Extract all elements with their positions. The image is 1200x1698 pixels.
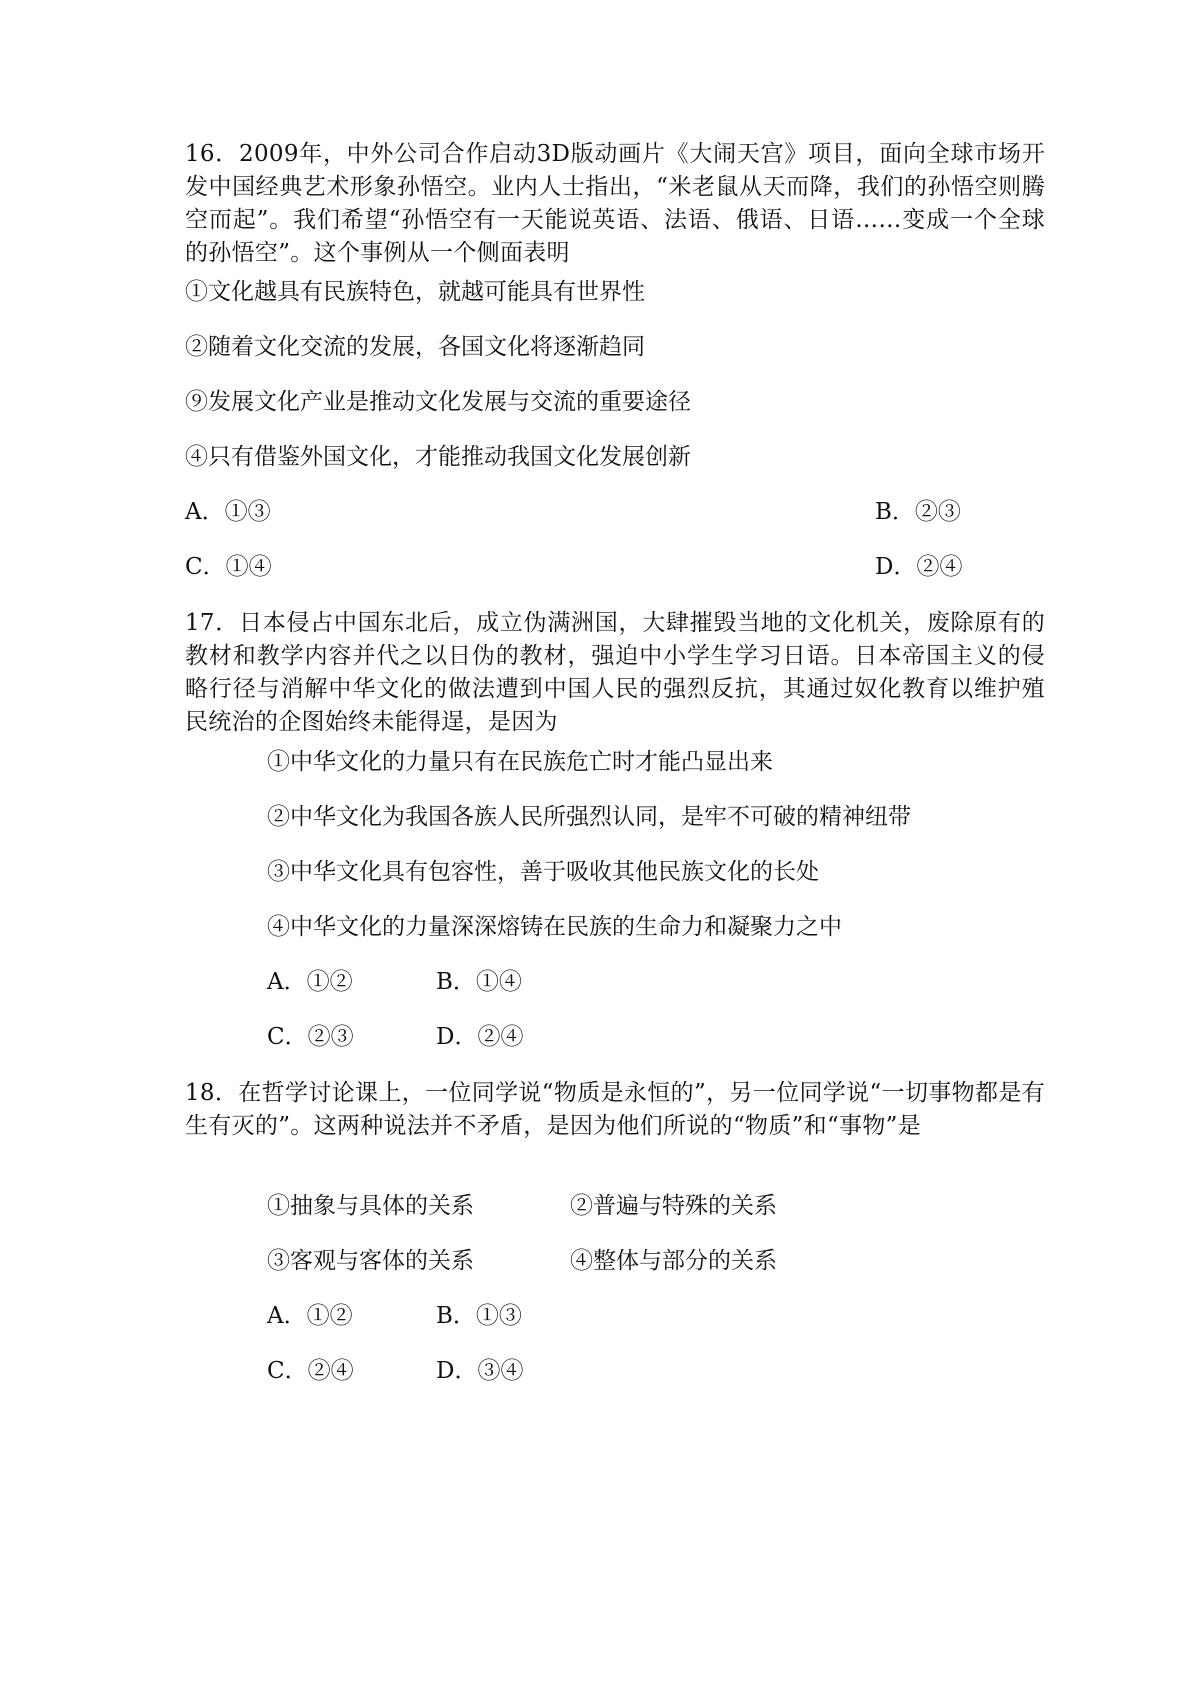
question-16-option-b: B．②③ [875,499,961,525]
question-16-item-1: ①文化越具有民族特色，就越可能具有世界性 [185,279,645,305]
question-18-item-4: ④整体与部分的关系 [570,1248,777,1274]
question-18-item-3: ③客观与客体的关系 [267,1248,474,1274]
question-16-item-4: ④只有借鉴外国文化，才能推动我国文化发展创新 [185,444,691,470]
question-17-option-c: C．②③ [267,1024,354,1050]
question-18-option-b: B．①③ [436,1303,522,1329]
question-16-option-d: D．②④ [875,554,963,580]
question-17-item-3: ③中华文化具有包容性，善于吸收其他民族文化的长处 [267,859,819,885]
question-16-item-2: ②随着文化交流的发展，各国文化将逐渐趋同 [185,334,645,360]
question-17-option-a: A．①② [267,969,353,995]
question-18-item-1: ①抽象与具体的关系 [267,1193,474,1219]
question-16-item-3: ⑨发展文化产业是推动文化发展与交流的重要途径 [185,389,691,415]
question-16-option-c: C．①④ [185,554,272,580]
question-17-option-b: B．①④ [436,969,522,995]
question-17-option-d: D．②④ [436,1024,524,1050]
question-16-option-a: A．①③ [185,499,271,525]
question-17-item-2: ②中华文化为我国各族人民所强烈认同，是牢不可破的精神纽带 [267,804,911,830]
question-18-stem: 18．在哲学讨论课上，一位同学说“物质是永恒的”，另一位同学说“一切事物都是有生有灭的”。这两种说法并不矛盾，是因为他们所说的“物质”和“事物”是 [185,1080,1045,1139]
question-16-stem: 16．2009年，中外公司合作启动3D版动画片《大闹天宫》项目，面向全球市场开发中国经典艺术形象孙悟空。业内人士指出，“米老鼠从天而降，我们的孙悟空则腾空而起”。我们希望“孙悟空有一天能说英语、法语、俄语、日语……变成一个全球的孙悟空”。这个事例从一个侧面表明 [185,141,1045,266]
question-18-option-d: D．③④ [436,1358,524,1384]
question-18-item-2: ②普遍与特殊的关系 [570,1193,777,1219]
question-17-item-1: ①中华文化的力量只有在民族危亡时才能凸显出来 [267,749,773,775]
question-17-stem: 17．日本侵占中国东北后，成立伪满洲国，大肆摧毁当地的文化机关，废除原有的教材和教学内容并代之以日伪的教材，强迫中小学生学习日语。日本帝国主义的侵略行径与消解中华文化的做法遭到中国人民的强烈反抗，其通过奴化教育以维护殖民统治的企图始终未能得逞，是因为 [185,610,1045,735]
question-18-option-c: C．②④ [267,1358,354,1384]
question-17-item-4: ④中华文化的力量深深熔铸在民族的生命力和凝聚力之中 [267,914,842,940]
question-18-option-a: A．①② [267,1303,353,1329]
